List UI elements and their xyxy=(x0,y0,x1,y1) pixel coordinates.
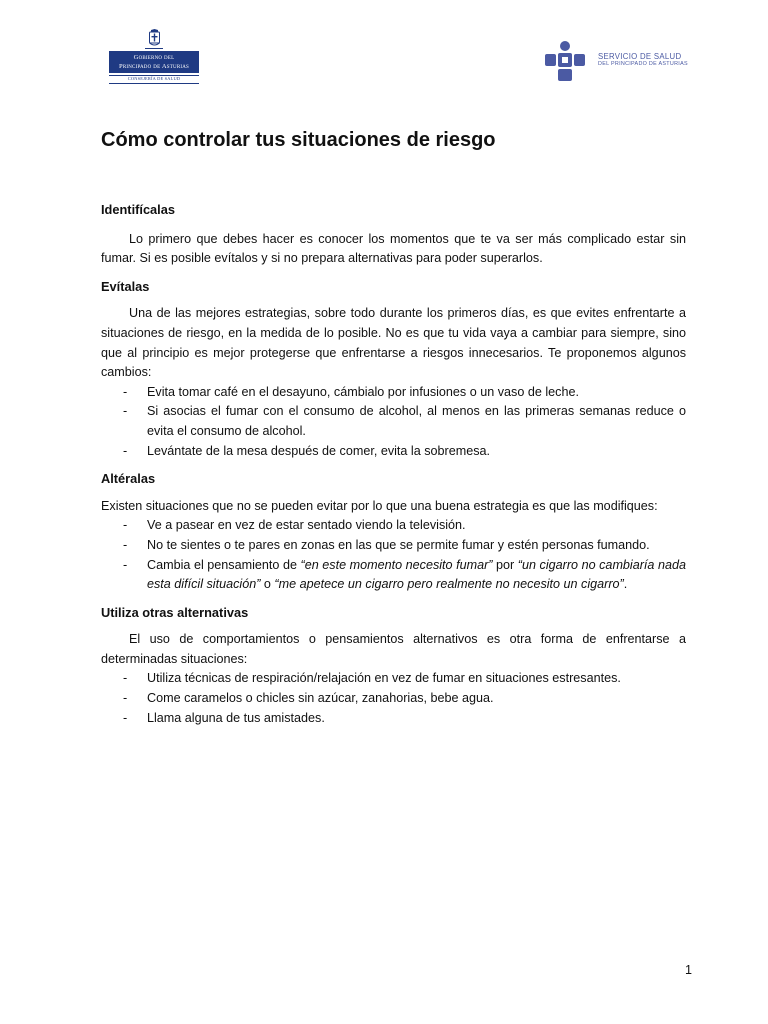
list-item: - Utiliza técnicas de respiración/relajación en vez de fumar en situaciones estresantes. xyxy=(101,669,686,689)
section-evitalas xyxy=(101,277,686,461)
bullet-list xyxy=(101,669,686,728)
document-body xyxy=(101,200,686,736)
quote-3: “me apetece un cigarro pero realmente no necesito un cigarro” xyxy=(274,577,624,592)
gobierno-asturias-logo xyxy=(109,29,199,87)
list-item xyxy=(101,556,686,595)
list-item: - Ve a pasear en vez de estar sentado viendo la televisión. xyxy=(101,516,686,536)
item-text: . xyxy=(623,577,628,592)
section-heading: Evítalas xyxy=(101,278,150,294)
crest-base-icon xyxy=(145,47,163,50)
section-paragraph: Lo primero que debes hacer es conocer los momentos que te va ser más complicado estar sin fumar. Si es posible evítalos y si no prepara alternativas para poder superarlos. xyxy=(101,231,686,266)
section-heading: Identifícalas xyxy=(101,202,175,217)
quote-1: “en este momento necesito fumar” xyxy=(300,557,493,572)
sespa-name: SERVICIO DE SALUD xyxy=(598,52,682,61)
list-item: - Evita tomar café en el desayuno, cámbialo por infusiones o un vaso de leche. xyxy=(101,383,686,403)
section-paragraph: Una de las mejores estrategias, sobre todo durante los primeros días, es que evites enfrentarte a situaciones de riesgo, en la medida de lo posible. No es que tu vida vaya a cambiar para siempre, sino que al principio es mejor protegerse que enfrentarse a riesgos innecesarios. Te proponemos algunos cambios: xyxy=(101,306,686,380)
sespa-logo xyxy=(544,40,694,82)
logo-rule-bottom xyxy=(109,83,199,84)
list-item: - No te sientes o te pares en zonas en las que se permite fumar y estén personas fumando. xyxy=(101,536,686,556)
section-alteralas xyxy=(101,469,686,595)
sespa-subname: DEL PRINCIPADO DE ASTURIAS xyxy=(598,61,688,67)
item-text: o xyxy=(260,577,275,592)
logo-line2: Principado de Asturias xyxy=(118,63,190,70)
item-text: Cambia el pensamiento de xyxy=(147,557,301,572)
section-paragraph: El uso de comportamientos o pensamientos alternativos es otra forma de enfrentarse a determinadas situaciones: xyxy=(101,632,686,666)
list-item: - Llama alguna de tus amistades. xyxy=(101,709,686,729)
page-number: 1 xyxy=(684,963,692,977)
list-item: - Si asocias el fumar con el consumo de alcohol, al menos en las primeras semanas reduce o evita el consumo de alcohol. xyxy=(101,402,686,441)
section-paragraph: Existen situaciones que no se pueden evitar por lo que una buena estrategia es que las modifiques: xyxy=(101,498,658,513)
list-item: - Come caramelos o chicles sin azúcar, zanahorias, bebe agua. xyxy=(101,689,686,709)
logo-line1: Gobierno del xyxy=(133,54,175,61)
section-heading: Altéralas xyxy=(101,471,156,487)
bullet-list xyxy=(101,516,686,594)
item-text: por xyxy=(492,557,518,572)
list-item: - Levántate de la mesa después de comer, evita la sobremesa. xyxy=(101,442,686,462)
section-heading: Utiliza otras alternativas xyxy=(101,604,249,620)
logo-plate xyxy=(109,51,199,73)
coat-of-arms-icon xyxy=(148,29,161,47)
section-identificalas xyxy=(101,200,686,269)
medical-cross-icon xyxy=(544,40,586,82)
logo-dept: CONSEJERÍA DE SALUD xyxy=(127,76,181,81)
section-alternativas xyxy=(101,603,686,729)
page-title: Cómo controlar tus situaciones de riesgo xyxy=(101,129,496,151)
bullet-list xyxy=(101,383,686,461)
quote-2: “un cigarro no cambiaría nada esta difícil situación” xyxy=(147,557,686,592)
